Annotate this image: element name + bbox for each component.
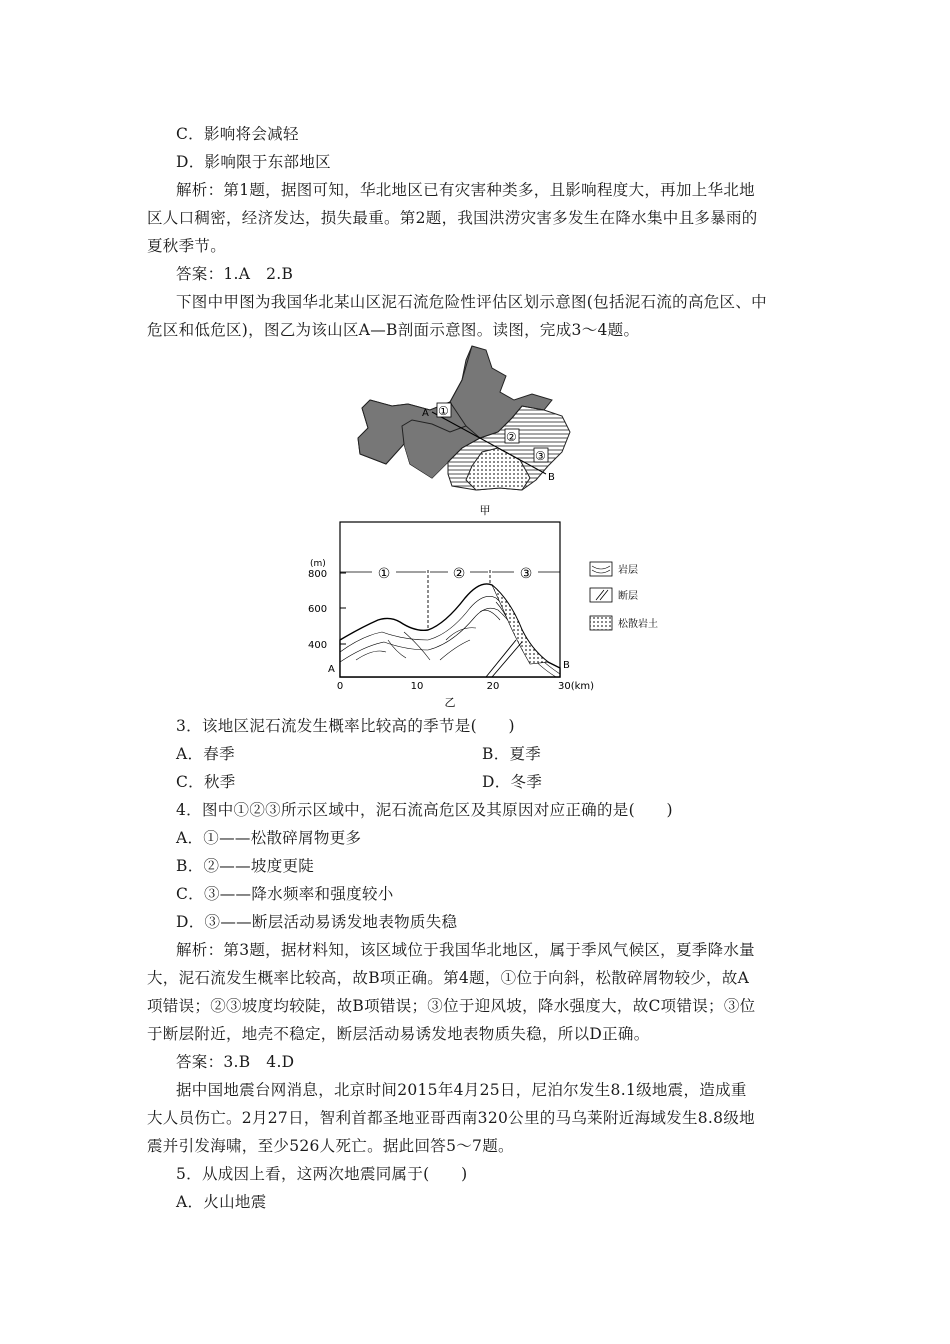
map-label-3: ③ xyxy=(535,449,546,463)
question-4-option: B．②——坡度更陡 xyxy=(176,857,315,875)
legend-loose-soil: 松散岩土 xyxy=(618,619,658,630)
option-c: C．影响将会减轻 xyxy=(176,125,299,143)
zone-1: ① xyxy=(377,566,391,582)
option-d: D．影响限于东部地区 xyxy=(176,153,331,171)
legend xyxy=(590,562,658,630)
analysis-line: 夏秋季节。 xyxy=(147,237,227,255)
intro-line: 下图中甲图为我国华北某山区泥石流危险性评估区划示意图(包括泥石流的高危区、中 xyxy=(176,293,767,311)
analysis-line: 解析：第1题，据图可知，华北地区已有灾害种类多，且影响程度大，再加上华北地 xyxy=(176,181,755,199)
intro-line: 据中国地震台网消息，北京时间2015年4月25日，尼泊尔发生8.1级地震，造成重 xyxy=(176,1081,747,1099)
map-label-b: B xyxy=(548,472,555,483)
x-tick: 0 xyxy=(336,681,344,692)
profile-caption: 乙 xyxy=(444,696,456,709)
map-label-2: ② xyxy=(506,430,517,444)
analysis-line: 大，泥石流发生概率比较高，故B项正确。第4题，①位于向斜，松散碎屑物较少，故A xyxy=(147,969,750,987)
x-tick: 20 xyxy=(486,681,500,692)
question-5-option-a: A．火山地震 xyxy=(176,1193,267,1211)
figure-svg xyxy=(300,340,660,712)
analysis-line: 于断层附近，地壳不稳定，断层活动易诱发地表物质失稳，所以D正确。 xyxy=(147,1025,650,1043)
question-4-stem: 4．图中①②③所示区域中，泥石流高危区及其原因对应正确的是( ) xyxy=(176,801,673,819)
legend-rock-layer: 岩层 xyxy=(618,565,638,576)
map-caption: 甲 xyxy=(479,504,491,517)
profile-yi xyxy=(308,522,658,709)
question-3-stem: 3．该地区泥石流发生概率比较高的季节是( ) xyxy=(176,717,515,735)
question-3-option-b: B．夏季 xyxy=(482,745,542,763)
terrain-profile xyxy=(340,584,560,677)
question-3-option-c: C．秋季 xyxy=(176,773,236,791)
question-4-option: D．③——断层活动易诱发地表物质失稳 xyxy=(176,913,458,931)
question-3-option-d: D．冬季 xyxy=(482,773,543,791)
analysis-line: 项错误；②③坡度均较陡，故B项错误；③位于迎风坡，降水强度大，故C项错误；③位 xyxy=(147,997,756,1015)
answer-line: 答案：1.A 2.B xyxy=(176,265,294,283)
analysis-line: 区人口稠密，经济发达，损失最重。第2题，我国洪涝灾害多发生在降水集中且多暴雨的 xyxy=(147,209,758,227)
y-tick: 400 xyxy=(308,640,328,651)
legend-fault: 断层 xyxy=(618,591,638,602)
question-4-option: A．①——松散碎屑物更多 xyxy=(176,829,362,847)
profile-label-a: A xyxy=(328,664,335,675)
zone-2: ② xyxy=(452,566,466,582)
intro-line: 大人员伤亡。2月27日，智利首都圣地亚哥西南320公里的马乌莱附近海域发生8.8级地 xyxy=(147,1109,755,1127)
intro-line: 危区和低危区)，图乙为该山区A—B剖面示意图。读图，完成3～4题。 xyxy=(147,321,640,339)
y-tick: 600 xyxy=(308,604,328,615)
figure xyxy=(300,340,660,712)
profile-label-b: B xyxy=(563,660,570,671)
answer-line: 答案：3.B 4.D xyxy=(176,1053,295,1071)
y-tick: 800 xyxy=(308,569,328,580)
x-tick: 10 xyxy=(410,681,424,692)
zone-3: ③ xyxy=(519,566,533,582)
question-4-option: C．③——降水频率和强度较小 xyxy=(176,885,394,903)
intro-line: 震并引发海啸，至少526人死亡。据此回答5～7题。 xyxy=(147,1137,514,1155)
question-5-stem: 5．从成因上看，这两次地震同属于( ) xyxy=(176,1165,468,1183)
map-jia xyxy=(358,346,570,517)
analysis-line: 解析：第3题，据材料知，该区域位于我国华北地区，属于季风气候区，夏季降水量 xyxy=(176,941,755,959)
x-tick: 30(km) xyxy=(558,681,595,692)
question-3-option-a: A．春季 xyxy=(176,745,235,763)
y-unit: (m) xyxy=(310,559,326,569)
map-label-a: A xyxy=(422,408,429,419)
map-label-1: ① xyxy=(438,404,449,418)
